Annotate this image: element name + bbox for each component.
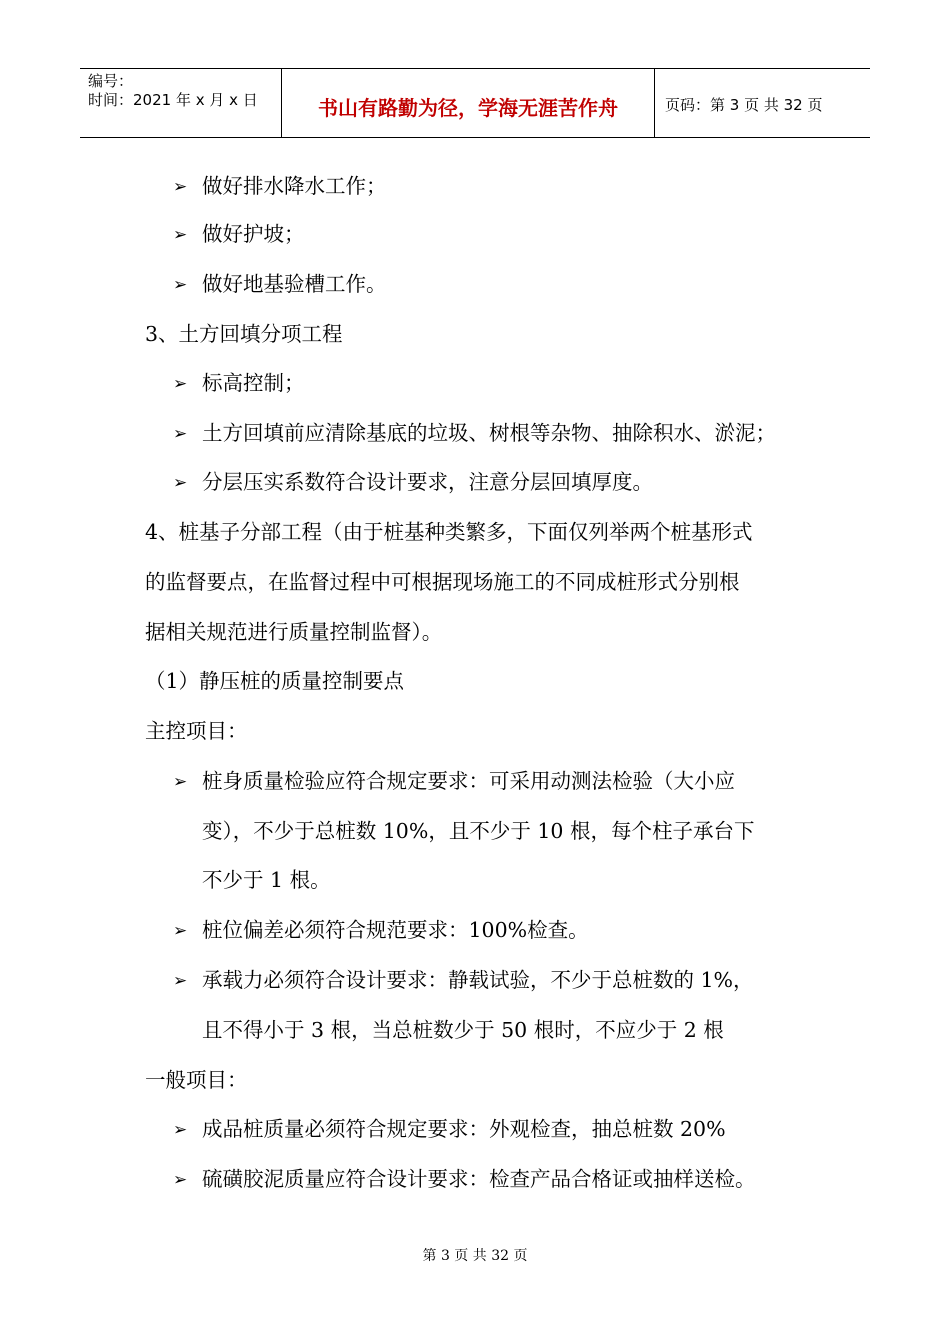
header-meta <box>80 69 282 137</box>
list-item: 成品桩质量必须符合规定要求：外观检查，抽总桩数 20% <box>202 1117 726 1141</box>
subsection-label: 主控项目： <box>145 719 248 743</box>
bullet-icon: ➢ <box>173 225 188 245</box>
bullet-icon: ➢ <box>173 424 188 444</box>
list-item: 标高控制； <box>202 371 305 395</box>
bullet-icon: ➢ <box>173 921 188 941</box>
page-header <box>80 68 870 138</box>
paragraph-line: 4、桩基子分部工程（由于桩基种类繁多，下面仅列举两个桩基形式 <box>145 520 753 544</box>
bullet-icon: ➢ <box>173 1170 188 1190</box>
bullet-icon: ➢ <box>173 1120 188 1140</box>
list-item-continuation: 变），不少于总桩数 10%，且不少于 10 根，每个柱子承台下 <box>202 819 755 843</box>
list-item: 硫磺胶泥质量应符合设计要求：检查产品合格证或抽样送检。 <box>202 1167 756 1191</box>
bullet-icon: ➢ <box>173 772 188 792</box>
page-footer: 第 3 页 共 32 页 <box>422 1248 528 1264</box>
header-motto-cell <box>282 69 655 137</box>
list-item: 做好地基验槽工作。 <box>202 272 387 296</box>
bullet-icon: ➢ <box>173 177 188 197</box>
subsection-label: 一般项目： <box>145 1068 248 1092</box>
time-label: 时间：2021 年 x 月 x 日 <box>88 91 258 109</box>
section-heading: 3、土方回填分项工程 <box>145 322 343 346</box>
list-item: 桩位偏差必须符合规范要求：100%检查。 <box>202 918 589 942</box>
list-item: 土方回填前应清除基底的垃圾、树根等杂物、抽除积水、淤泥； <box>202 421 776 445</box>
bullet-icon: ➢ <box>173 971 188 991</box>
list-item: 分层压实系数符合设计要求，注意分层回填厚度。 <box>202 470 653 494</box>
list-item-continuation: 不少于 1 根。 <box>202 868 331 892</box>
header-page-cell <box>655 69 870 137</box>
list-item: 承载力必须符合设计要求：静载试验，不少于总桩数的 1%， <box>202 968 754 992</box>
header-motto: 书山有路勤为径，学海无涯苦作舟 <box>318 96 618 120</box>
paragraph-line: 的监督要点，在监督过程中可根据现场施工的不同成桩形式分别根 <box>145 570 740 594</box>
list-item: 桩身质量检验应符合规定要求：可采用动测法检验（大小应 <box>202 769 735 793</box>
code-label: 编号： <box>88 72 134 90</box>
bullet-icon: ➢ <box>173 275 188 295</box>
subsection-heading: （1）静压桩的质量控制要点 <box>145 669 405 693</box>
list-item: 做好护坡； <box>202 222 305 246</box>
list-item-continuation: 且不得小于 3 根，当总桩数少于 50 根时，不应少于 2 根 <box>202 1018 724 1042</box>
bullet-icon: ➢ <box>173 374 188 394</box>
bullet-icon: ➢ <box>173 473 188 493</box>
paragraph-line: 据相关规范进行质量控制监督）。 <box>145 620 443 644</box>
list-item: 做好排水降水工作； <box>202 174 387 198</box>
header-page-info: 页码：第 3 页 共 32 页 <box>665 96 823 114</box>
